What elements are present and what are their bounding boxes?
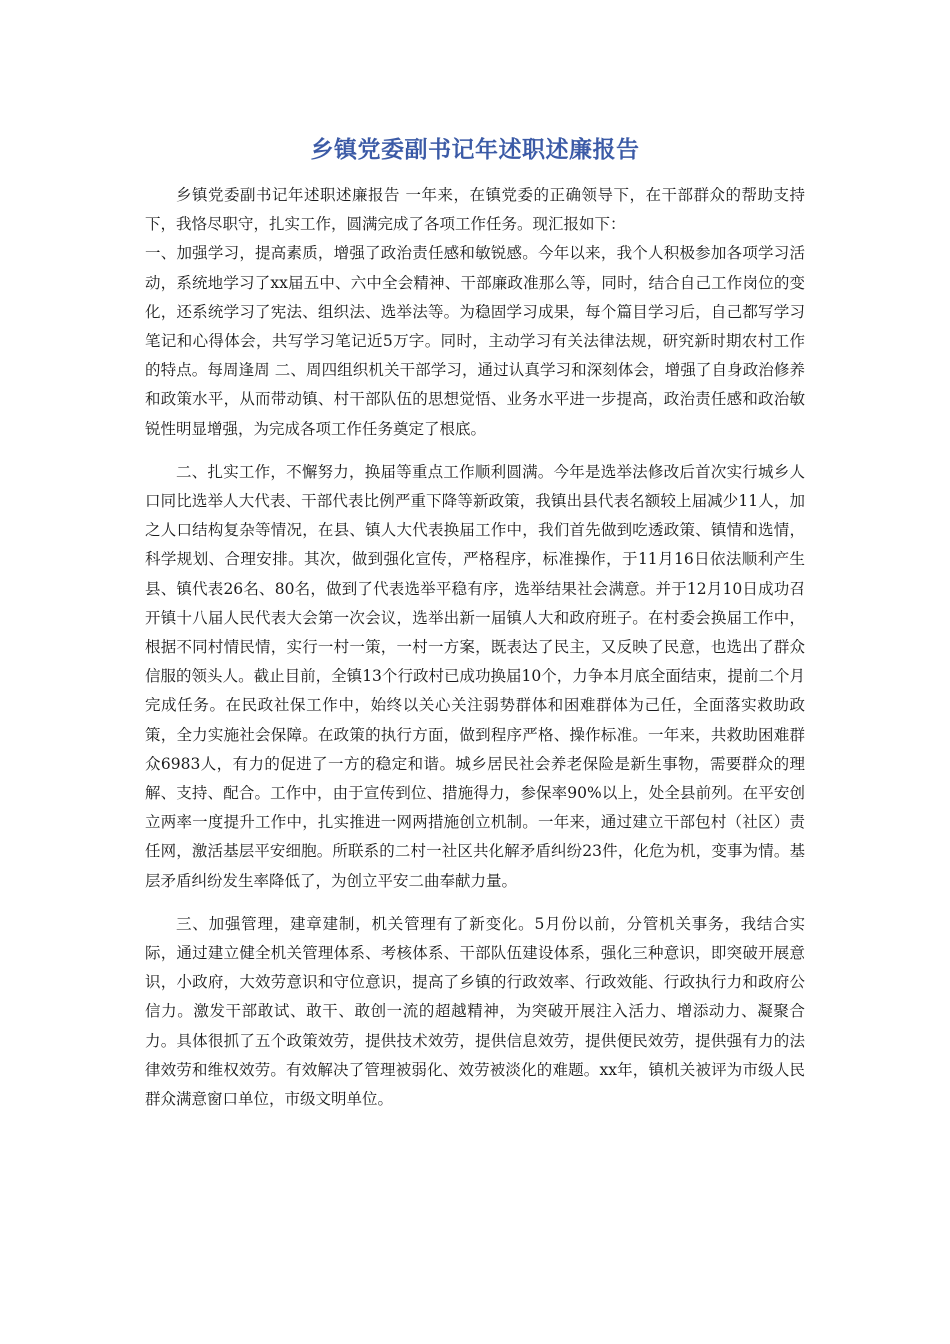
paragraph-intro: 乡镇党委副书记年述职述廉报告 一年来，在镇党委的正确领导下，在干部群众的帮助支持下，我恪尽职守，扎实工作，圆满完成了各项工作任务。现汇报如下： xyxy=(145,186,805,234)
paragraph-section-2: 二、扎实工作，不懈努力，换届等重点工作顺利圆满。今年是选举法修改后首次实行城乡人口同比选举人大代表、干部代表比例严重下降等新政策，我镇出县代表名额较上届减少11人，加之人口结构复杂等情况，在县、镇人大代表换届工作中，我们首先做到吃透政策、镇情和选情，科学规划、合理安排。其次，做到强化宣传，严格程序，标准操作，于11月16日依法顺利产生县、镇代表26名、80名，做到了代表选举平稳有序，选举结果社会满意。并于12月10日成功召开镇十八届人民代表大会第一次会议，选举出新一届镇人大和政府班子。在村委会换届工作中，根据不同村情民情，实行一村一策，一村一方案，既表达了民主，又反映了民意，也选出了群众信服的领头人。截止目前，全镇13个行政村已成功换届10个，力争本月底全面结束，提前二个月完成任务。在民政社保工作中，始终以关心关注弱势群体和困难群体为己任，全面落实救助政策，全力实施社会保障。在政策的执行方面，做到程序严格、操作标准。一年来，共救助困难群众6983人，有力的促进了一方的稳定和谐。城乡居民社会养老保险是新生事物，需要群众的理解、支持、配合。工作中，由于宣传到位、措施得力，参保率90%以上，处全县前列。在平安创立两率一度提升工作中，扎实推进一网两措施创立机制。一年来，通过建立干部包村（社区）责任网，激活基层平安细胞。所联系的二村一社区共化解矛盾纠纷23件，化危为机，变事为情。基层矛盾纠纷发生率降低了，为创立平安二曲奉献力量。 xyxy=(145,462,805,890)
paragraph-section-1: 一、加强学习，提高素质，增强了政治责任感和敏锐感。今年以来，我个人积极参加各项学习活动，系统地学习了xx届五中、六中全会精神、干部廉政准那么等，同时，结合自己工作岗位的变化，还系统学习了宪法、组织法、选举法等。为稳固学习成果，每个篇目学习后，自己都写学习笔记和心得体会，共写学习笔记近5万字。同时，主动学习有关法律法规，研究新时期农村工作的特点。每周逢周 二、周四组织机关干部学习，通过认真学习和深刻体会，增强了自身政治修养和政策水平，从而带动镇、村干部队伍的思想觉悟、业务水平进一步提高，政治责任感和政治敏锐性明显增强，为完成各项工作任务奠定了根底。 xyxy=(145,244,805,438)
paragraph-section-3: 三、加强管理，建章建制，机关管理有了新变化。5月份以前，分管机关事务，我结合实际，通过建立健全机关管理体系、考核体系、干部队伍建设体系，强化三种意识，即突破开展意识，小政府，大效劳意识和守位意识，提高了乡镇的行政效率、行政效能、行政执行力和政府公信力。激发干部敢试、敢干、敢创一流的超越精神，为突破开展注入活力、增添动力、凝聚合力。具体很抓了五个政策效劳，提供技术效劳，提供信息效劳，提供便民效劳，提供强有力的法律效劳和维权效劳。有效解决了管理被弱化、效劳被淡化的难题。xx年，镇机关被评为市级人民群众满意窗口单位，市级文明单位。 xyxy=(145,914,805,1109)
document-body xyxy=(145,181,805,1114)
document-title: 乡镇党委副书记年述职述廉报告 xyxy=(310,137,640,163)
